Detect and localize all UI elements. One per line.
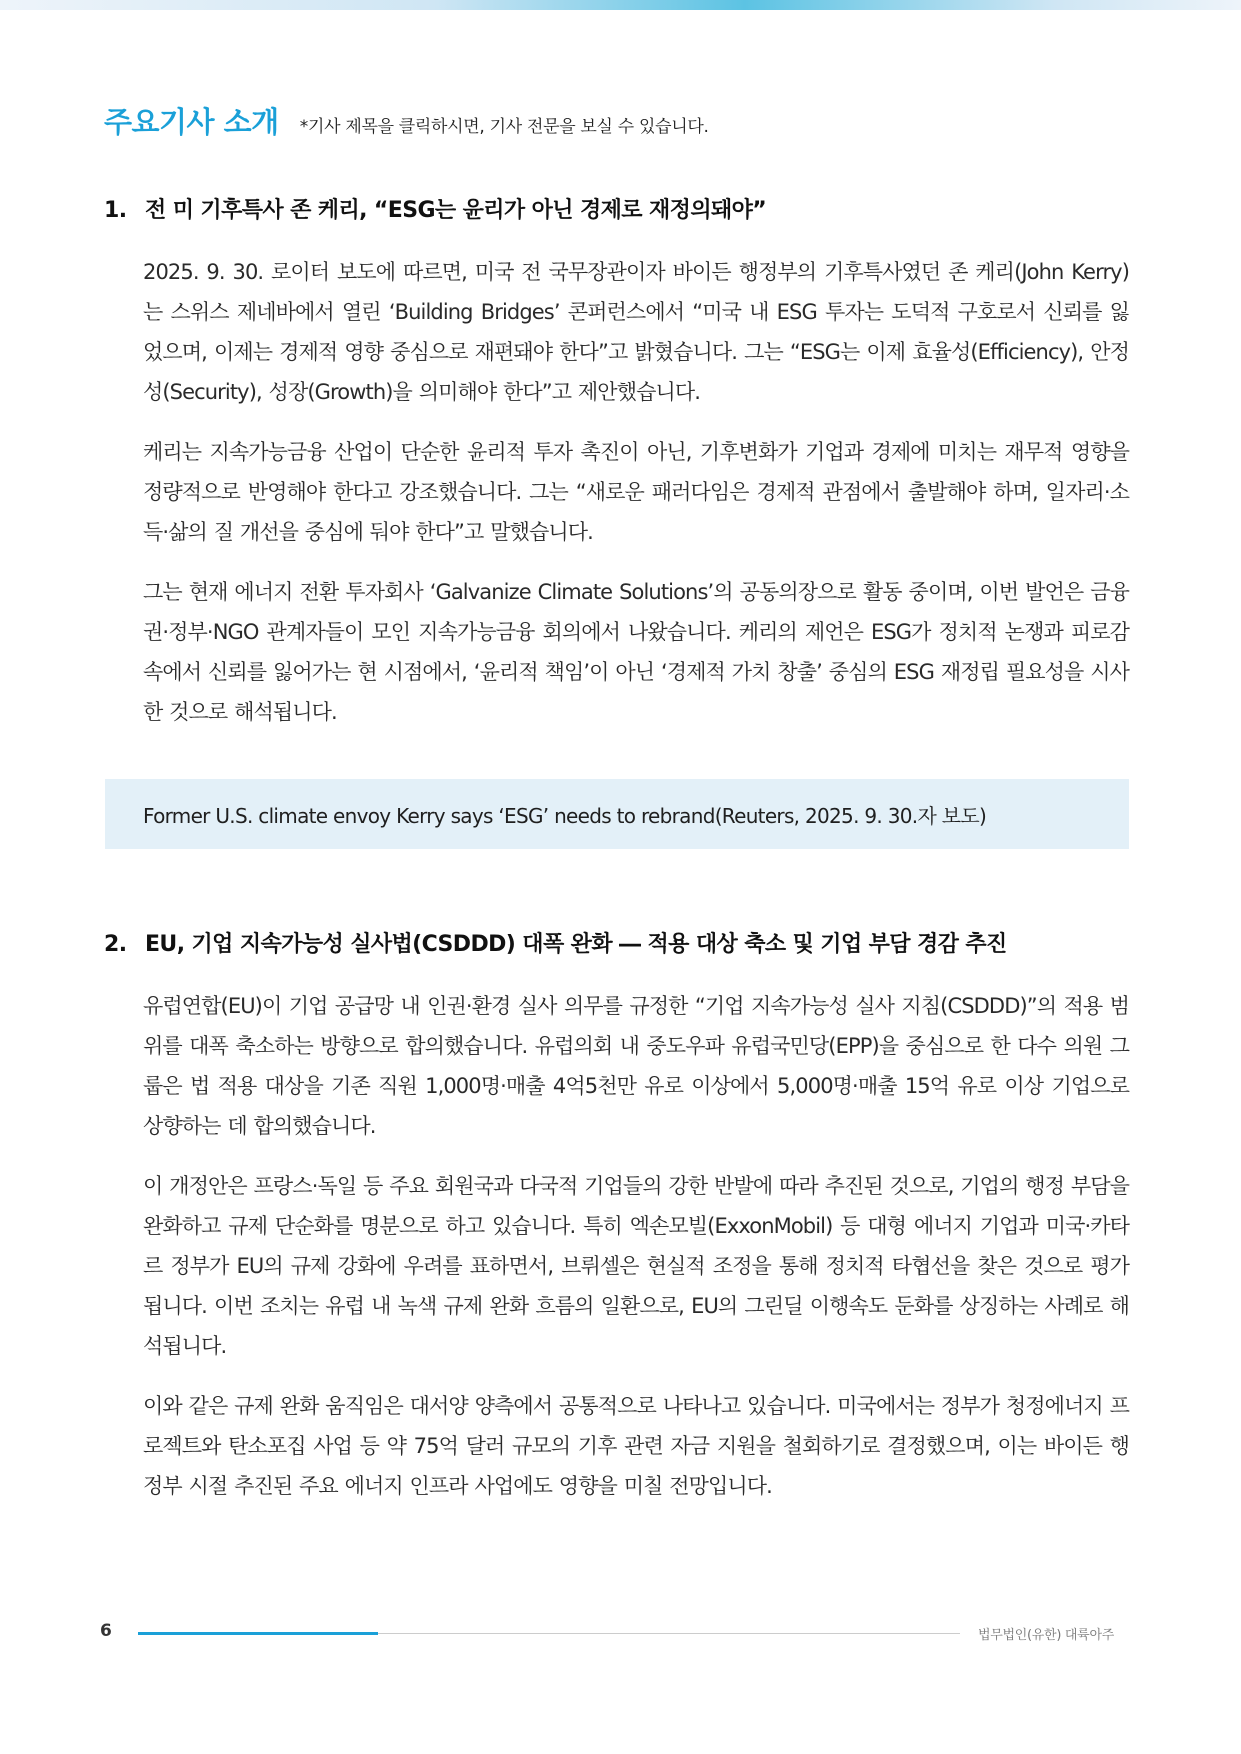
- footer-divider-line: [378, 1633, 960, 1634]
- article-1-title: [104, 193, 766, 224]
- article-2-title: [104, 927, 1007, 958]
- article-1-title-text: 전 미 기후특사 존 케리, “ESG는 윤리가 아닌 경제로 재정의돼야”: [145, 198, 767, 223]
- section-title: 주요기사 소개: [104, 105, 279, 139]
- page-number: 6: [100, 1621, 112, 1641]
- article-2-number: 2.: [104, 932, 127, 957]
- article-2-title-text: EU, 기업 지속가능성 실사법(CSDDD) 대폭 완화 ― 적용 대상 축소 및 기업 부담 경감 추진: [145, 932, 1007, 957]
- section-header: [104, 100, 709, 141]
- top-decorative-bar: [0, 0, 1241, 10]
- article-1-source-box: [105, 779, 1129, 849]
- article-1-number: 1.: [104, 198, 127, 223]
- article-2-paragraph-1: 유럽연합(EU)이 기업 공급망 내 인권·환경 실사 의무를 규정한 “기업 지속가능성 실사 지침(CSDDD)”의 적용 범위를 대폭 축소하는 방향으로 합의했습니다. 유럽의회 내 중도우파 유럽국민당(EPP)을 중심으로 한 다수 의원 그룹은 법 적용 대상을 기존 직원 1,000명·매출 4억5천만 유로 이상에서 5,000명·매출 15억 유로 이상 기업으로 상향하는 데 합의했습니다.: [143, 994, 1129, 1138]
- article-2-paragraph-2: 이 개정안은 프랑스·독일 등 주요 회원국과 다국적 기업들의 강한 반발에 따라 추진된 것으로, 기업의 행정 부담을 완화하고 규제 단순화를 명분으로 하고 있습니다. 특히 엑손모빌(ExxonMobil) 등 대형 에너지 기업과 미국·카타르 정부가 EU의 규제 강화에 우려를 표하면서, 브뤼셀은 현실적 조정을 통해 정치적 타협선을 찾은 것으로 평가됩니다. 이번 조치는 유럽 내 녹색 규제 완화 흐름의 일환으로, EU의 그린딜 이행속도 둔화를 상징하는 사례로 해석됩니다.: [143, 1174, 1129, 1358]
- article-1-paragraph-2: 케리는 지속가능금융 산업이 단순한 윤리적 투자 촉진이 아닌, 기후변화가 기업과 경제에 미치는 재무적 영향을 정량적으로 반영해야 한다고 강조했습니다. 그는 “새로운 패러다임은 경제적 관점에서 출발해야 하며, 일자리·소득·삶의 질 개선을 중심에 둬야 한다”고 말했습니다.: [143, 440, 1129, 544]
- footer-firm-name: 법무법인(유한) 대륙아주: [978, 1628, 1114, 1643]
- article-1-source-link[interactable]: Former U.S. climate envoy Kerry says ‘ESG’ needs to rebrand(Reuters, 2025. 9. 30.자 보도): [143, 803, 987, 828]
- footer-accent-line: [138, 1632, 378, 1635]
- article-1-paragraph-1: 2025. 9. 30. 로이터 보도에 따르면, 미국 전 국무장관이자 바이든 행정부의 기후특사였던 존 케리(John Kerry) 는 스위스 제네바에서 열린 ‘Building Bridges’ 콘퍼런스에서 “미국 내 ESG 투자는 도덕적 구호로서 신뢰를 잃었으며, 이제는 경제적 영향 중심으로 재편돼야 한다”고 밝혔습니다. 그는 “ESG는 이제 효율성(Efficiency), 안정성(Security), 성장(Growth)을 의미해야 한다”고 제안했습니다.: [143, 260, 1129, 404]
- article-2-paragraph-3: 이와 같은 규제 완화 움직임은 대서양 양측에서 공통적으로 나타나고 있습니다. 미국에서는 정부가 청정에너지 프로젝트와 탄소포집 사업 등 약 75억 달러 규모의 기후 관련 자금 지원을 철회하기로 결정했으며, 이는 바이든 행정부 시절 추진된 주요 에너지 인프라 사업에도 영향을 미칠 전망입니다.: [143, 1394, 1129, 1498]
- article-1-paragraph-3: 그는 현재 에너지 전환 투자회사 ‘Galvanize Climate Solutions’의 공동의장으로 활동 중이며, 이번 발언은 금융권·정부·NGO 관계자들이 모인 지속가능금융 회의에서 나왔습니다. 케리의 제언은 ESG가 정치적 논쟁과 피로감 속에서 신뢰를 잃어가는 현 시점에서, ‘윤리적 책임’이 아닌 ‘경제적 가치 창출’ 중심의 ESG 재정립 필요성을 시사한 것으로 해석됩니다.: [143, 580, 1129, 724]
- header-note: *기사 제목을 클릭하시면, 기사 전문을 보실 수 있습니다.: [299, 117, 709, 137]
